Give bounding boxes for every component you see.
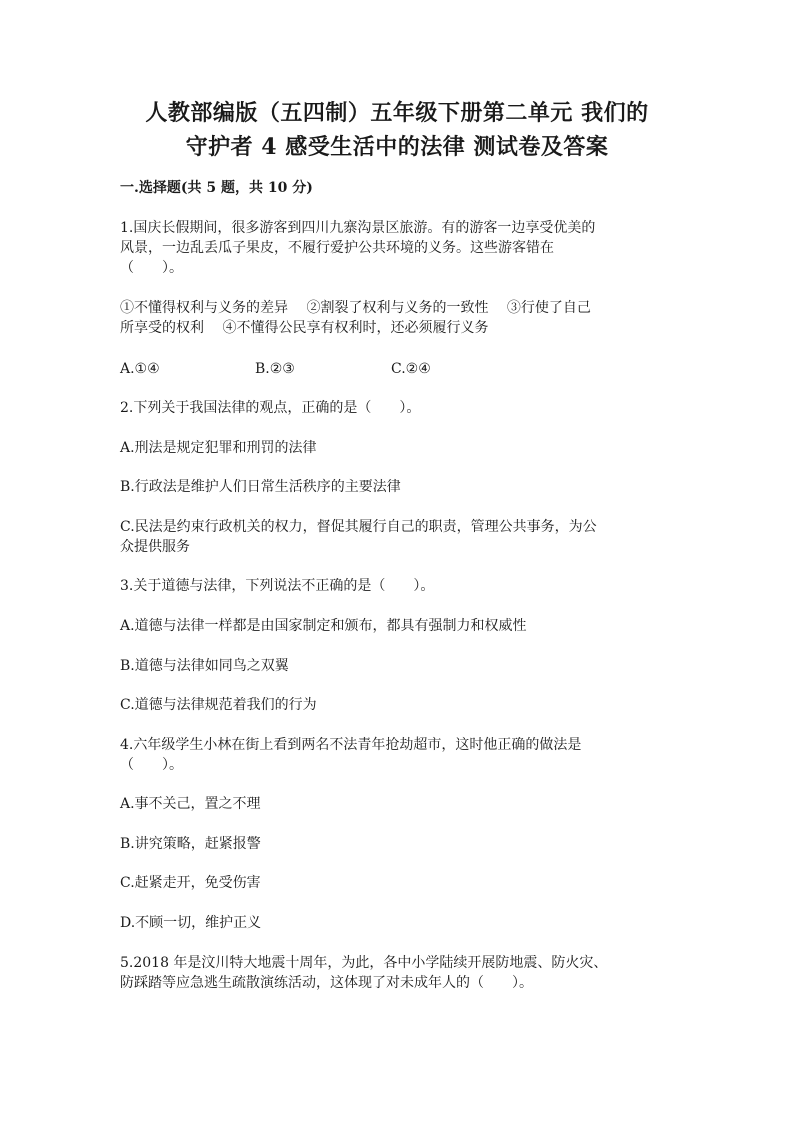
document-title-line-1: 人教部编版（五四制）五年级下册第二单元 我们的 — [145, 100, 649, 126]
question-2-option-a[interactable]: A.刑法是规定犯罪和刑罚的法律 — [120, 440, 317, 456]
question-1-statements — [120, 298, 675, 338]
question-2-option-c-line-2: 众提供服务 — [120, 539, 190, 555]
question-4-line-1: 4.六年级学生小林在街上看到两名不法青年抢劫超市，这时他正确的做法是 — [120, 737, 582, 753]
question-1-line-1: 1.国庆长假期间，很多游客到四川九寨沟景区旅游。有的游客一边享受优美的 — [120, 220, 596, 236]
question-5-line-2: 防踩踏等应急逃生疏散演练活动，这体现了对未成年人的（ ）。 — [120, 975, 533, 991]
question-1-statements-line-1: ①不懂得权利与义务的差异 ②割裂了权利与义务的一致性 ③行使了自己 — [120, 300, 591, 316]
question-2-option-c[interactable] — [120, 517, 675, 557]
question-1-stem — [120, 218, 675, 278]
question-4-line-2: （ ）。 — [120, 757, 183, 773]
question-1-option-b[interactable]: B.②③ — [255, 361, 295, 377]
question-4-option-c[interactable]: C.赶紧走开，免受伤害 — [120, 875, 261, 891]
question-1-option-a[interactable]: A.①④ — [120, 361, 160, 377]
question-2-stem: 2.下列关于我国法律的观点，正确的是（ ）。 — [120, 400, 421, 416]
question-1-line-3: （ ）。 — [120, 260, 183, 276]
question-3-option-a[interactable]: A.道德与法律一样都是由国家制定和颁布，都具有强制力和权威性 — [120, 618, 527, 634]
question-3-option-c[interactable]: C.道德与法律规范着我们的行为 — [120, 697, 317, 713]
question-1-statements-line-2: 所享受的权利 ④不懂得公民享有权利时，还必须履行义务 — [120, 320, 489, 336]
document-title-line-2: 守护者 4 感受生活中的法律 测试卷及答案 — [185, 134, 609, 160]
section-heading: 一.选择题(共 5 题，共 10 分) — [120, 180, 313, 196]
question-1-option-c[interactable]: C.②④ — [391, 361, 431, 377]
question-4-option-d[interactable]: D.不顾一切，维护正义 — [120, 915, 262, 931]
question-5-line-1: 5.2018 年是汶川特大地震十周年，为此，各中小学陆续开展防地震、防火灾、 — [120, 955, 608, 971]
question-4-option-a[interactable]: A.事不关己，置之不理 — [120, 796, 261, 812]
question-1-options — [120, 359, 675, 379]
question-3-stem: 3.关于道德与法律，下列说法不正确的是（ ）。 — [120, 578, 435, 594]
question-5-stem — [120, 953, 675, 993]
question-1-line-2: 风景，一边乱丢瓜子果皮，不履行爱护公共环境的义务。这些游客错在 — [120, 240, 554, 256]
question-2-option-c-line-1: C.民法是约束行政机关的权力，督促其履行自己的职责，管理公共事务，为公 — [120, 519, 597, 535]
question-2-option-b[interactable]: B.行政法是维护人们日常生活秩序的主要法律 — [120, 479, 401, 495]
question-4-stem — [120, 735, 675, 775]
question-3-option-b[interactable]: B.道德与法律如同鸟之双翼 — [120, 658, 289, 674]
question-4-option-b[interactable]: B.讲究策略，赶紧报警 — [120, 836, 261, 852]
